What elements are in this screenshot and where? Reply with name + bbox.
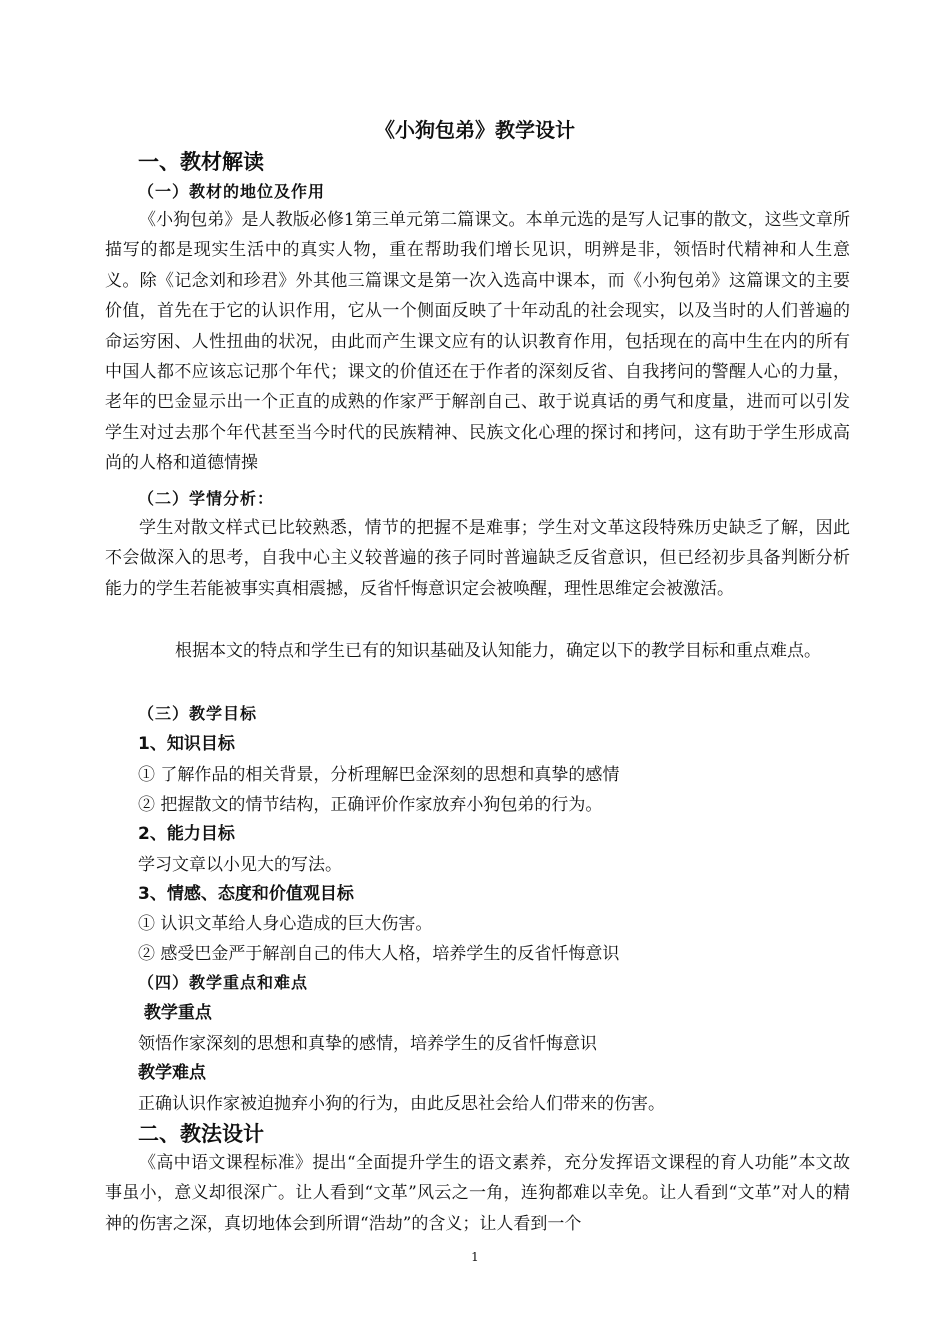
paragraph-students: 学生对散文样式已比较熟悉，情节的把握不是难事；学生对文革这段特殊历史缺乏了解，因此不会做深入的思考，自我中心主义较普遍的孩子同时普遍缺乏反省意识，但已经初步具备判断分析能力的学生若能被事实真相震撼，反省忏悔意识定会被唤醒，理性思维定会被激活。 <box>105 518 850 599</box>
goal-item: ① 了解作品的相关背景，分析理解巴金深刻的思想和真挚的感情 <box>138 765 620 785</box>
paragraph-basis: 根据本文的特点和学生已有的知识基础及认知能力，确定以下的教学目标和重点难点。 <box>175 641 821 661</box>
goal-heading-emotion: 3、情感、态度和价值观目标 <box>138 884 354 904</box>
key-point-heading: 教学重点 <box>138 1003 212 1023</box>
goal-item: 学习文章以小见大的写法。 <box>138 855 342 875</box>
section-heading-method: 二、教法设计 <box>138 1122 264 1146</box>
subsection-heading-goals: （三）教学目标 <box>138 704 258 723</box>
document-title: 《小狗包弟》教学设计 <box>375 118 575 142</box>
paragraph-method: 《高中语文课程标准》提出“全面提升学生的语文素养，充分发挥语文课程的育人功能”本文故事虽小，意义却很深广。让人看到“文革”风云之一角，连狗都难以幸免。让人看到“文革”对人的精神的伤害之深，真切地体会到所谓“浩劫”的含义；让人看到一个 <box>105 1153 850 1234</box>
difficulty-heading: 教学难点 <box>138 1063 206 1083</box>
key-point-text: 领悟作家深刻的思想和真挚的感情，培养学生的反省忏悔意识 <box>138 1034 597 1054</box>
section-heading-materials: 一、教材解读 <box>138 150 264 174</box>
page-number: 1 <box>471 1250 479 1264</box>
goal-item: ② 感受巴金严于解剖自己的伟大人格，培养学生的反省忏悔意识 <box>138 944 620 964</box>
goal-heading-ability: 2、能力目标 <box>138 824 235 844</box>
subsection-heading-students: （二）学情分析： <box>138 489 275 508</box>
paragraph-position: 《小狗包弟》是人教版必修1第三单元第二篇课文。本单元选的是写人记事的散文，这些文章所描写的都是现实生活中的真实人物，重在帮助我们增长见识，明辨是非，领悟时代精神和人生意义。除《记念刘和珍君》外其他三篇课文是第一次入选高中课本，而《小狗包弟》这篇课文的主要价值，首先在于它的认识作用，它从一个侧面反映了十年动乱的社会现实，以及当时的人们普遍的命运穷困、人性扭曲的状况，由此而产生课文应有的认识教育作用，包括现在的高中生在内的所有中国人都不应该忘记那个年代；课文的价值还在于作者的深刻反省、自我拷问的警醒人心的力量，老年的巴金显示出一个正直的成熟的作家严于解剖自己、敢于说真话的勇气和度量，进而可以引发学生对过去那个年代甚至当今时代的民族精神、民族文化心理的探讨和拷问，这有助于学生形成高尚的人格和道德情操 <box>105 210 850 474</box>
goal-item: ② 把握散文的情节结构，正确评价作家放弃小狗包弟的行为。 <box>138 795 603 815</box>
subsection-heading-key-points: （四）教学重点和难点 <box>138 973 309 992</box>
difficulty-text: 正确认识作家被迫抛弃小狗的行为，由此反思社会给人们带来的伤害。 <box>138 1094 665 1114</box>
subsection-heading-position: （一）教材的地位及作用 <box>138 182 326 201</box>
goal-heading-knowledge: 1、知识目标 <box>138 734 235 754</box>
goal-item: ① 认识文革给人身心造成的巨大伤害。 <box>138 914 433 934</box>
